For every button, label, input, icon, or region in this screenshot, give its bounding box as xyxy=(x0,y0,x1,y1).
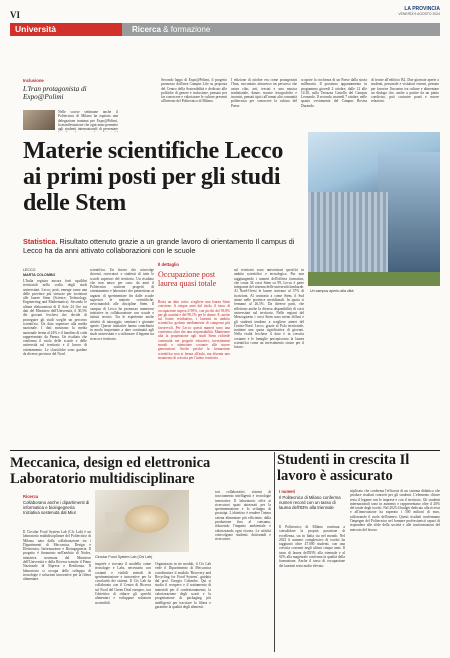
article2-col5: tori collaborativi, sistemi di tracciamento intelligenti e tecnologie innovative. Il laboratorio offre ai ricercatori spazi attrezzati per la sperimentazione e lo sviluppo di prototipi. L'obiettivo è rendere l'intera catena alimentare più efficiente, dalla produzione fino al consumo, riducendo l'impatto ambientale e valorizzando ogni risorsa. Le attività coinvolgono studenti, dottorandi e ricercatori. xyxy=(215,490,271,542)
main-col2: scientifica. Un lavoro che coinvolge docenti, ricercatori e studenti di tutte le scuole superiori del territorio. Un risultato che non nasce per caso: da anni il Politecnico sostiene progetti di orientamento e laboratori che permettono ai ragazzi di sperimentare fin dalle scuole superiori le materie scientifiche, avvicinandoli alle discipline Stem. Il campus di Lecco ha promosso numerose iniziative in collaborazione con scuole e istituti tecnici. Tra le esperienze anche attività di tutoraggio, seminari e giornate aperte. Queste iniziative hanno contribuito in modo importante a dare continuità agli studi universitari e a rafforzare il legame tra ricerca e territorio. xyxy=(90,268,154,341)
sidebar-photo xyxy=(23,110,55,130)
sidebar-title: L'Iran protagonista di Expo@Polimi xyxy=(23,85,87,102)
article2-desc: Collaborano anche i dipartimenti di informatica e bioingegneria Iniziativa sostenuta dal Miur xyxy=(23,500,90,516)
article3-desc: Il Politecnico di Milano conferma numeri record con un tasso di laurea dell'83% alla triennale xyxy=(279,495,341,511)
masthead xyxy=(398,6,440,16)
article2-headline: Meccanica, design ed elettronica Laboratorio multidisciplinare xyxy=(10,455,211,487)
sidebar-body: Nelle scorse settimane anche il Politecnico di Milano ha ospitato una delegazione iraniana per Expo@Polimi, la manifestazione che ogni anno permette agli studenti internazionali di presentare xyxy=(58,110,118,132)
section-bar xyxy=(10,23,440,36)
subsection-bold: Ricerca xyxy=(132,25,161,34)
article2-label: Ricerca xyxy=(23,494,39,499)
column-divider xyxy=(274,452,275,652)
campus-photo xyxy=(308,132,440,286)
main-headline: Materie scientifiche Lecco ai primi posti per gli studi delle Stem xyxy=(23,138,284,216)
author: MARTA COLOMBO xyxy=(23,273,56,277)
lab-photo xyxy=(95,490,189,552)
date-line: VENERDÌ 9 AGOSTO 2024 xyxy=(398,12,440,16)
page-folio: VI xyxy=(10,10,21,20)
campus-photo-caption: Un campus aperto alla città xyxy=(310,289,354,293)
article2-col2: inspirée e trovano il modello come tecnologie e Labs, necessario con costanti e visibili metodi di sperimentazione e innovative per la circolarità dei sistemi. Il Cfs Lab ha collaborato con il Centro di Ricerca sul Food del Green Deal europeo, con l'obiettivo di ridurre gli sprechi alimentari e sviluppare soluzioni sostenibili. xyxy=(95,562,151,605)
box-kicker: Il dettaglio xyxy=(158,262,179,267)
article3-col2: triplicato che conferma l'efficacia di un sistema didattico che produce risultati concreti per gli studenti. L'elemento chiave resta il legame con le imprese e con il territorio. Gli studenti internazionali sono in aumento e rappresentano oltre il 20% del totale degli iscritti. Nel 2025 il budget dedicato alla ricerca e all'innovazione ha superato i 500 milioni di euro, rafforzando il ruolo dell'ateneo. Questi risultati confermano l'impegno del Politecnico nel formare professionisti capaci di rispondere alle sfide della società e alle trasformazioni del mercato del lavoro. xyxy=(350,489,440,532)
sidebar-col2: Secondo lappo di Expo@Polimi, il progetto promosso dall'area Campus Life su proposta del Centro della Sostenibilità e dedicato alle politiche di genere e inclusione, pensato per far conoscere e valorizzare le culture presenti all'interno del Politecnico di Milano. xyxy=(161,78,227,104)
sidebar-col4: scoprire la ricchezza di un Paese dalla storia millenaria. Il prossimo appuntamento in programma giovedì 2 ottobre, dalle 12 alle 14.30, sulla Terrazza Castello del Campus Leonardo. Il secondo, martedì 7 ottobre, nelle spazio ovviamente del Campus Bovisa Durando. xyxy=(301,78,367,108)
subsection-rest: & formazione xyxy=(160,25,211,34)
stat-text: Risultato ottenuto grazie a un grande lavoro di orientamento Il campus di Lecco ha da anni attivato collaborazioni con le scuole xyxy=(23,237,295,255)
article3-headline: Studenti in crescita Il lavoro è assicurato xyxy=(277,452,410,484)
article3-col1: Il Politecnico di Milano continua a consolidare la propria posizione di eccellenza, sia in Italia sia nel mondo. Nel 2023 il numero complessivo di iscritti ha raggiunto oltre 47.000 studenti, con una crescita costante negli ultimi cinque anni. Il tasso di laurea dell'83% alla triennale e al 92% alla magistrale conferma la qualità della formazione. Anche il tasso di occupazione dei laureati resta molto elevato. xyxy=(279,525,345,568)
subsection-label xyxy=(122,23,210,36)
sidebar-kicker: Inclusione xyxy=(23,78,44,83)
lab-photo-caption: Circular Food System Lab (Cfs Lab) xyxy=(95,555,153,559)
box-text: Resta un dato certo: scegliere una laurea Stem conviene. A cinque anni dal titolo, il tasso di occupazione supera il 90%, con picchi del 93,8% per gli uomini e del 90,1% per le donne. E, anche sul fronte retributivo, i laureati in ambito scientifico godono mediamente di compensi più favorevoli. Per Lecco questi numeri sono una conferma, oltre che una responsabilità. Mantenere alta la propensione agli studi Stem richiede continuità nei progetti educativi, investimenti morali e attenzione costante alle nuove generazioni. Anche perché la formazione scientifica non si ferma all'aula, ma diventa uno strumento di crescita per l'intero territorio. xyxy=(158,300,230,360)
section-label: Università xyxy=(10,23,122,36)
article3-label: I numeri xyxy=(279,489,296,494)
article2-col3: Organizzato in tre moduli, il Cfs Lab vede il Dipartimento di Meccanica coordinatore il modulo 'Recovery and Recycling for Food System', guidato dal prof. Giorgio Colombo. Qui si studia il recupero e il trattamento di materiali per il confezionamento, la valorizzazione degli scarti e la progettazione di packaging più intelligenti per tracciare la filiera e garantire la qualità degli alimenti. xyxy=(155,562,211,609)
dateline: LECCO xyxy=(23,268,36,272)
stat-label: Statistica. xyxy=(23,237,58,246)
article2-col1: Il Circular Food System Lab (Cfs Lab) è un laboratorio multidisciplinare del Politecnico di Milano, nato dalla collaborazione tra i Dipartimenti di Meccanica, Design e Elettronica, Informazione e Bioingegneria. Il progetto è finanziato nell'ambito di Nodes, iniziativa sostenuta dal Ministero dell'Università e della Ricerca tramite il Piano Nazionale di Ripresa e Resilienza. Il laboratorio si occupa dello sviluppo di tecnologie e soluzioni innovative per la filiera alimentare. xyxy=(23,530,91,582)
sidebar-col3: I edizione di ottobre era come protagonisti l'Iran, raccontato attraverso un percorso che univa cibo, arti, tessuti e una musica tradizionale, danze, mostre fotografiche e incontri, pensati tipici all'ormai alto comunità politecnica per conoscere la cultura del Paese. xyxy=(231,78,297,108)
main-col4: sul territorio sono universitari specifici in ambito scientifico e tecnologico. Pur non raggiungendo i numeri dell'offerta formativa, che conta 34 corsi Stem su 99, Lecco è parte integrante del sistema delle università lombarde. Al Nord-Ovest le lauree arrivano al 37% di iscrizioni. Al contrario a come Stem, il Sud attrae nelle province meridionali. In quota si fermano al 26,5%. Da diverse parti, che riflettono anche la diversa disponibilità di corsi universitari sul territorio. Nelle regioni del Mezzogiorno i corsi Stem sono meno diffusi e gli studenti tendono a scegliere atenei del Centro-Nord. Lecco, grazie al Polo territoriale, trattiene una quota significativa di giovani. Nella realtà lecchese il dato è in crescita costante e le famiglie percepiscono la laurea scientifica come un investimento sicuro per il futuro. xyxy=(234,268,304,350)
box-title: Occupazione post laurea quasi totale xyxy=(158,270,217,289)
sidebar-col5: di fronte all'edificio B2. Due giornate aperte a studenti, personale e visitatori esterni, pensate per favorire l'incontro tra culture e alimentare un dialogo che, anche a partire da un piatto condiviso, può costruire ponti e nuove relazioni. xyxy=(371,78,439,104)
section-divider xyxy=(10,450,440,451)
main-col1: L'Italia registra ancora forti squilibri territoriali nella scelta degli studi universitari. Lecco, però, emerge come una delle province più virtuose per iscrizioni alle lauree Stem (Science, Technology, Engineering and Mathematics). Secondo le ultime elaborazioni di Il Sole 24 Ore sui dati del Ministero dell'Università, il 30,5% dei giovani lecchesi che decide di proseguire gli studi sceglie un percorso scientifico. Un dato superiore alla media nazionale. I dati mostrano la media nazionale ferma al 24% e il fanalino di coda rappresentato da Parma. Un risultato che conferma il ruolo delle scuole e delle università sul territorio e il lavoro di orientamento. Le classifiche sono guidate da diverse province del Nord. xyxy=(23,279,87,357)
paper-name: LA PROVINCIA xyxy=(404,6,440,12)
main-subheadline xyxy=(23,238,303,255)
